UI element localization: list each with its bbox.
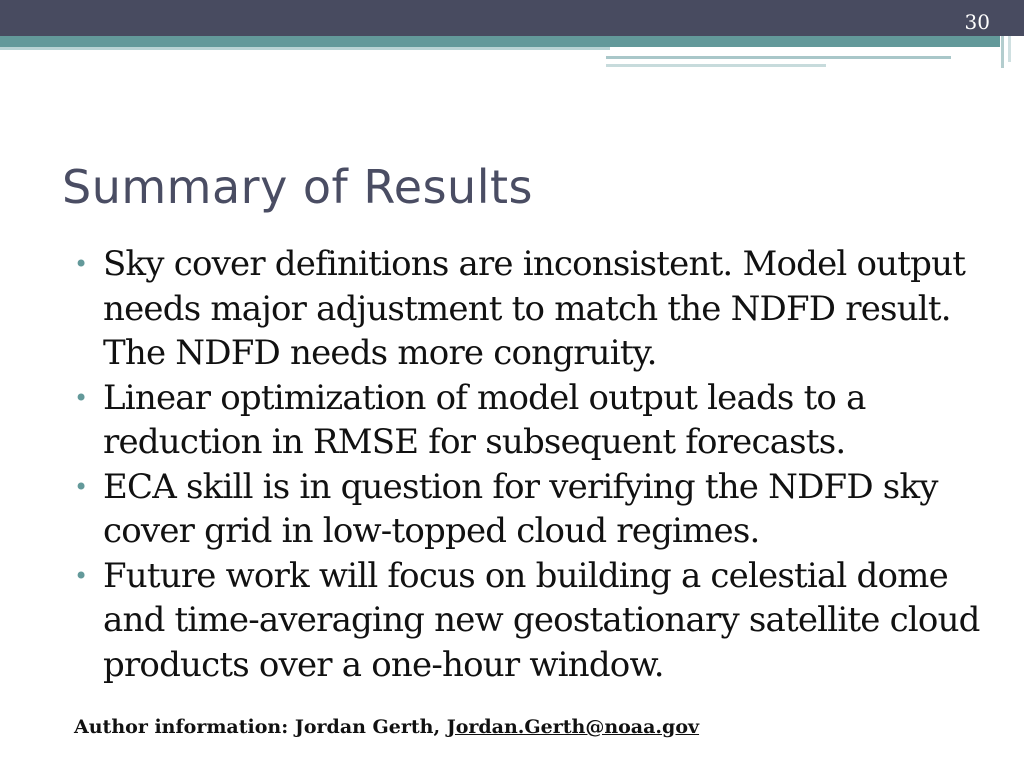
- header-accent-stripe-light: [0, 47, 610, 50]
- decorative-vertical-bar-2: [1008, 36, 1011, 62]
- bullet-dot-icon: •: [74, 250, 88, 278]
- author-email-link[interactable]: Jordan.Gerth@noaa.gov: [446, 716, 700, 738]
- slide-number: 30: [964, 10, 990, 34]
- bullet-list: [72, 242, 1002, 687]
- bullet-dot-icon: •: [74, 561, 88, 590]
- bullet-item: [72, 554, 1002, 688]
- header-accent-stripe: [0, 36, 1000, 47]
- header-band: [0, 0, 1024, 36]
- decorative-vertical-bar-1: [1001, 36, 1004, 68]
- decorative-line-2: [606, 64, 826, 67]
- bullet-item: [72, 376, 1002, 465]
- bullet-text: ECA skill is in question for verifying the NDFD sky cover grid in low-topped cloud regimes.: [103, 466, 938, 551]
- bullet-text: Linear optimization of model output leads to a reduction in RMSE for subsequent forecasts.: [103, 377, 866, 462]
- bullet-text: Sky cover definitions are inconsistent. Model output needs major adjustment to match the NDFD result. The NDFD needs more congruity.: [103, 244, 966, 373]
- bullet-dot-icon: •: [74, 383, 88, 412]
- author-label: Author information: Jordan Gerth,: [74, 716, 447, 738]
- slide-title: Summary of Results: [62, 160, 533, 214]
- bullet-text: Future work will focus on building a celestial dome and time-averaging new geostationary satellite cloud products over a one-hour window.: [103, 555, 980, 685]
- author-info: [74, 716, 699, 738]
- bullet-dot-icon: •: [74, 472, 88, 501]
- bullet-item: [72, 465, 1002, 554]
- bullet-item: [72, 242, 1002, 376]
- decorative-line-1: [606, 56, 951, 59]
